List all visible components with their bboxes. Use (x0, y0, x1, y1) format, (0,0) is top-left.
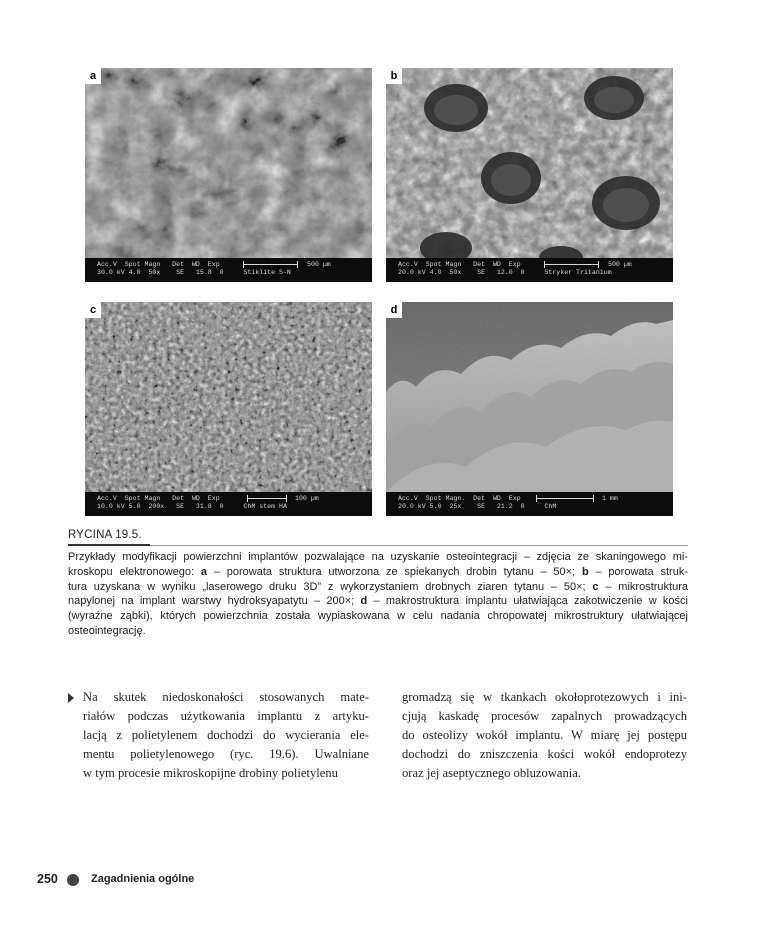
panel-label: d (386, 302, 402, 318)
caption-segment: – mikrostruktura (598, 580, 688, 593)
caption-line (68, 594, 688, 609)
body-text-line: dochodzi do zniszczenia kości wokół endoprotezy (402, 747, 687, 761)
footer-dot-icon (67, 874, 79, 886)
caption-panel-ref: c (592, 580, 599, 593)
panel-label: c (85, 302, 101, 318)
scale-bar (247, 498, 287, 499)
scale-bar (243, 264, 298, 265)
body-text-line: mentu polietylenowego (ryc. 19.6). Uwalniane (83, 747, 369, 761)
page-number: 250 (37, 872, 58, 886)
figure-caption-heading: RYCINA 19.5. (68, 529, 142, 541)
body-text-line: Na skutek niedoskonałości stosowanych mate- (83, 690, 369, 704)
caption-line (68, 550, 688, 565)
body-text-column-left (83, 688, 369, 783)
body-text-line: lacją z polietylenem dochodzi do wycierania ele- (83, 728, 369, 742)
caption-segment: (wyraźne ząbki), których powierzchnia została wypiaskowana w celu nadania chropowatej mikrostruktury ułatwiającej (68, 610, 688, 623)
scale-bar (536, 498, 594, 499)
sem-image-d (386, 302, 673, 516)
sem-databar (386, 492, 673, 516)
sem-databar (386, 258, 673, 282)
caption-line (68, 609, 688, 624)
scale-bar-label: 100 µm (295, 495, 319, 502)
sem-params-header: Acc.V Spot Magn. Det WD Exp (398, 495, 521, 502)
sem-params-values: 30.0 kV 4.0 50x SE 15.8 0 Stiklite S-N (97, 269, 291, 276)
figure-caption-text (68, 550, 688, 639)
caption-line (68, 565, 688, 580)
running-footer-section: Zagadnienia ogólne (91, 873, 195, 885)
sem-texture-hydroxyapatite (85, 302, 372, 516)
panel-label: b (386, 68, 402, 84)
caption-panel-ref: b (581, 565, 589, 578)
scale-bar-label: 500 µm (307, 261, 331, 268)
scale-bar (544, 264, 599, 265)
body-text-line: gromadzą się w tkankach okołoprotezowych i ini- (402, 690, 687, 704)
caption-panel-ref: d (360, 595, 368, 608)
sem-image-b (386, 68, 673, 282)
caption-divider-accent (68, 544, 150, 546)
sem-image-c (85, 302, 372, 516)
caption-line (68, 624, 688, 639)
caption-segment: napylonej na implant warstwy hydroksyapatytu – 200×; (68, 595, 361, 608)
sem-databar (85, 258, 372, 282)
paragraph-bullet-icon (68, 693, 74, 703)
sem-params-header: Acc.V Spot Magn Det WD Exp (97, 261, 220, 268)
sem-params-values: 10.0 kV 5.0 200x SE 31.8 0 ChM stem HA (97, 503, 287, 510)
sem-texture-macro-teeth (386, 302, 673, 516)
caption-segment: – porowata struk- (588, 565, 688, 578)
scale-bar-label: 1 mm (602, 495, 618, 502)
sem-params-values: 20.0 kV 5.0 25x SE 21.2 0 ChM (398, 503, 557, 510)
sem-params-header: Acc.V Spot Magn Det WD Exp (398, 261, 521, 268)
caption-segment: Przykłady modyfikacji powierzchni implantów pozwalające na uzyskanie osteointegracji – zdjęcia ze skaningowego mi- (68, 551, 688, 563)
body-text-line: riałów podczas użytkowania implantu z artyku- (83, 709, 369, 723)
caption-panel-ref: a (200, 565, 207, 578)
caption-line (68, 580, 688, 595)
body-text-line: w tym procesie mikroskopijne drobiny polietylenu (83, 766, 338, 780)
body-text-line: do osteolizy wokół implantu. W miarę jej postępu (402, 728, 687, 742)
sem-params-header: Acc.V Spot Magn Det WD Exp (97, 495, 220, 502)
caption-segment: tura uzyskana w wyniku „laserowego druku 3D” z wykorzystaniem drobnych ziaren tytanu – 50×; (68, 580, 593, 593)
sem-texture-laser-printed-titanium (386, 68, 673, 282)
caption-segment: – makrostruktura implantu ułatwiająca zakotwiczenie w kości (367, 595, 688, 608)
scale-bar-label: 500 µm (608, 261, 632, 268)
sem-params-values: 20.0 kV 4.0 50x SE 12.0 0 Stryker Tritanium (398, 269, 612, 276)
caption-segment: osteointegrację. (68, 624, 146, 637)
sem-image-a (85, 68, 372, 282)
body-text-column-right (402, 688, 687, 783)
caption-segment: – porowata struktura utworzona ze spiekanych drobin tytanu – 50×; (207, 565, 582, 578)
body-text-line: cjują kaskadę procesów zapalnych prowadzących (402, 709, 687, 723)
sem-databar (85, 492, 372, 516)
sem-texture-sintered-titanium (85, 68, 372, 282)
panel-label: a (85, 68, 101, 84)
caption-divider (68, 545, 688, 546)
caption-segment: kroskopu elektronowego: (68, 565, 201, 578)
body-text-line: oraz jej aseptycznego obluzowania. (402, 766, 582, 780)
